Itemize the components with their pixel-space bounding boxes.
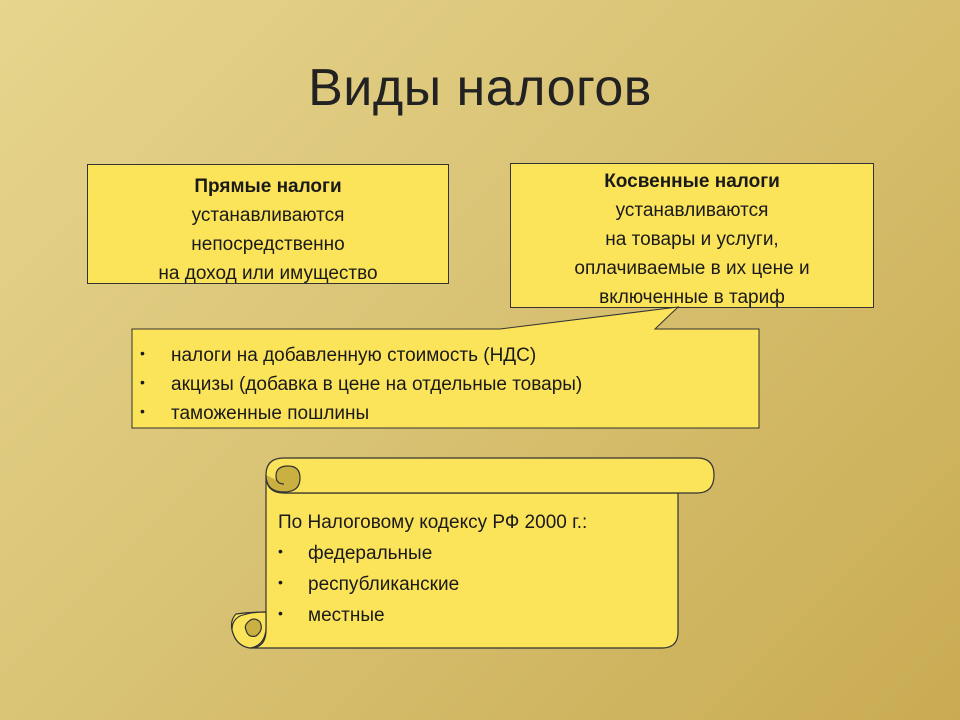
bullet-icon: • (140, 345, 145, 361)
indirect-examples-list (140, 340, 582, 427)
direct-taxes-line: на доход или имущество (158, 263, 378, 284)
direct-taxes-heading: Прямые налоги (194, 176, 342, 197)
direct-taxes-line: непосредственно (191, 234, 345, 255)
bullet-icon: • (140, 403, 145, 419)
list-item (276, 537, 587, 568)
indirect-taxes-line: на товары и услуги, (605, 229, 779, 250)
slide-title: Виды налогов (308, 59, 652, 117)
list-item-text: республиканские (308, 574, 460, 595)
bullet-icon: • (140, 374, 145, 390)
bullet-icon: • (278, 574, 283, 590)
indirect-taxes-line: включенные в тариф (599, 287, 785, 308)
indirect-taxes-heading: Косвенные налоги (604, 171, 780, 192)
tax-code-heading: По Налоговому кодексу РФ 2000 г.: (278, 512, 588, 533)
list-item (140, 340, 582, 369)
list-item (276, 599, 587, 630)
bullet-icon: • (278, 605, 283, 621)
indirect-taxes-line: оплачиваемые в их цене и (574, 258, 810, 279)
list-item (276, 568, 587, 599)
list-item-text: акцизы (добавка в цене на отдельные товары) (171, 374, 583, 395)
direct-taxes-line: устанавливаются (191, 205, 345, 226)
list-item-text: налоги на добавленную стоимость (НДС) (171, 345, 537, 366)
tax-code-scroll-content (276, 508, 587, 630)
list-item (140, 398, 582, 427)
list-item-text: местные (308, 605, 385, 626)
list-item-text: таможенные пошлины (171, 403, 370, 424)
list-item-text: федеральные (308, 543, 433, 564)
bullet-icon: • (278, 543, 283, 559)
list-item (140, 369, 582, 398)
indirect-taxes-line: устанавливаются (615, 200, 769, 221)
